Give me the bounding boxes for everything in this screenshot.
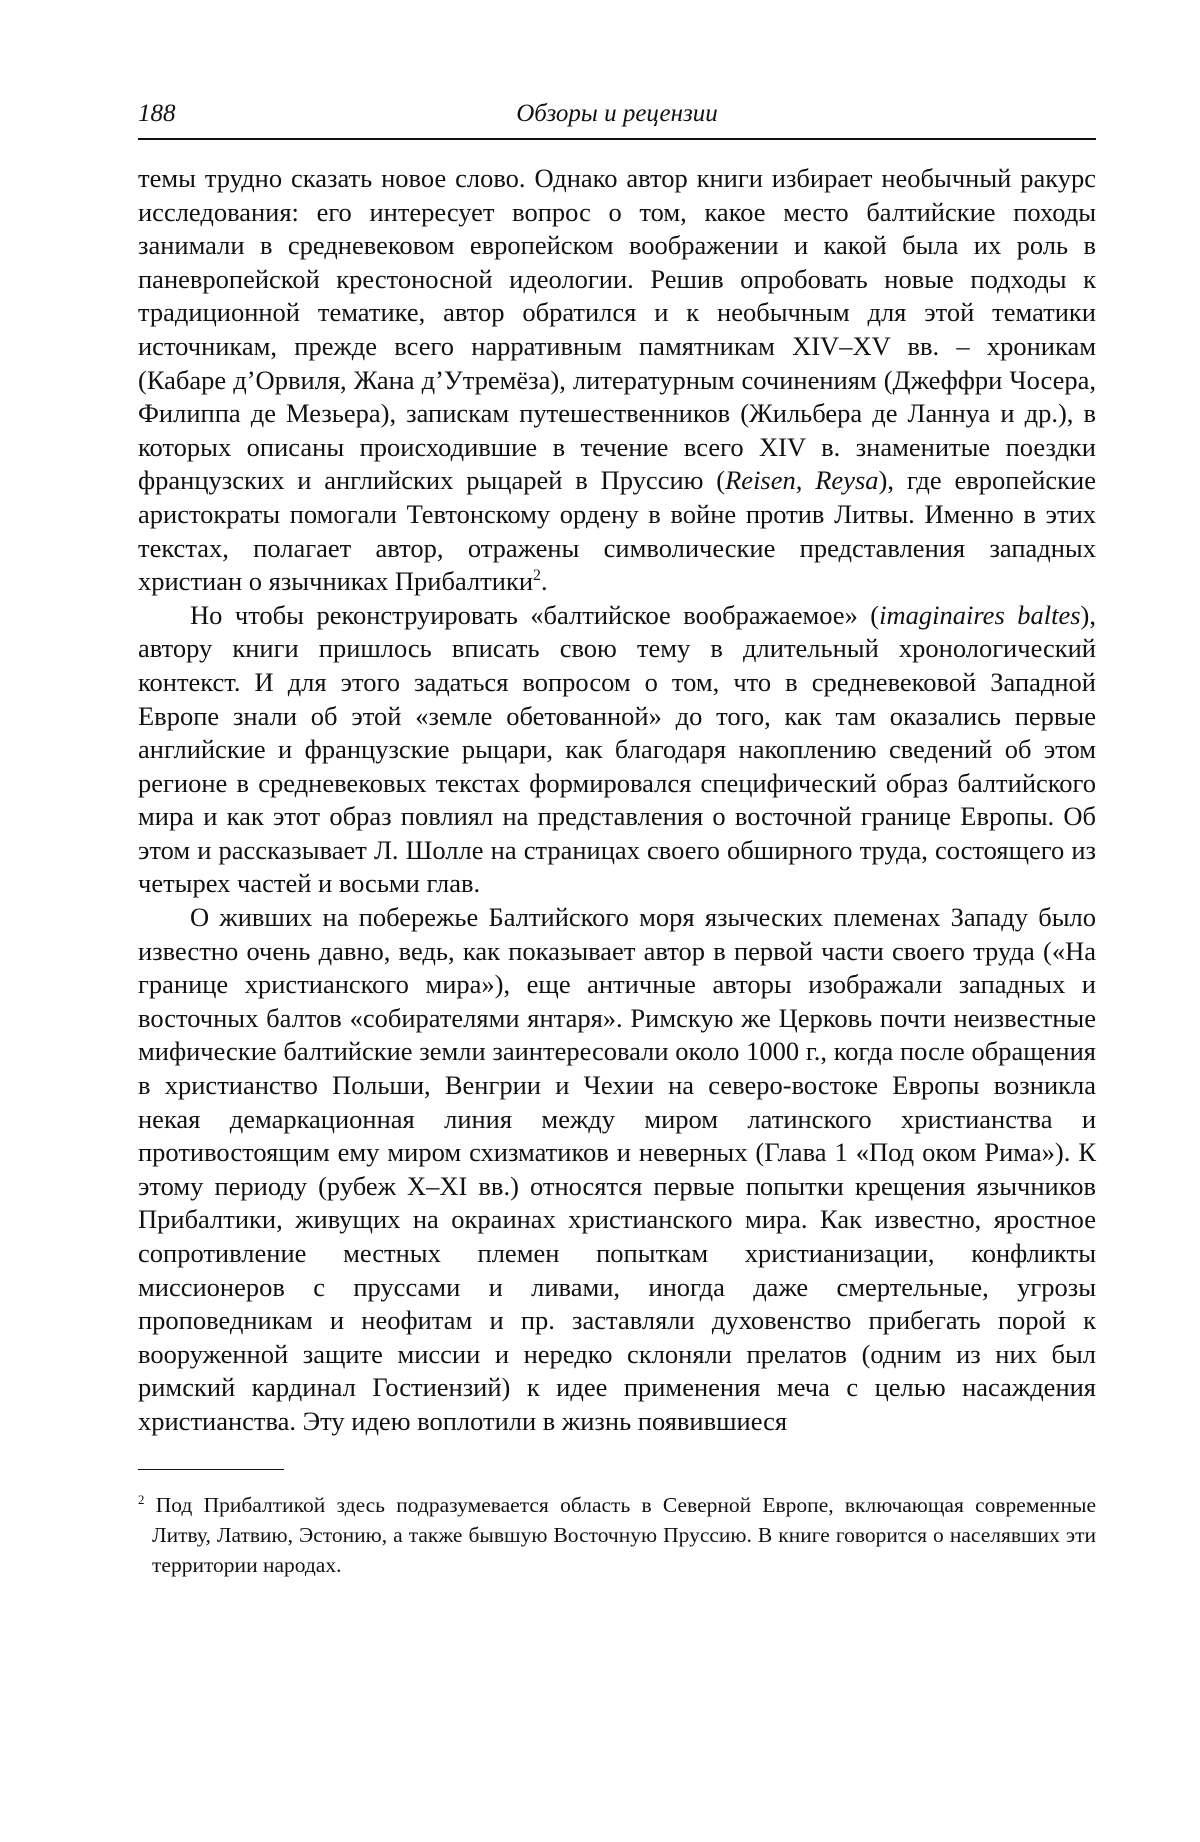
page-number: 188 xyxy=(138,100,176,128)
paragraph-text: О живших на побережье Балтийского моря языческих племенах Западу было известно очень давно, ведь, как показывает автор в первой части своего труда («На границе христианского мира»), еще античные авторы изображали западных и восточных балтов «собирателями янтаря». Римскую же Церковь почти неизвестные мифические балтийские земли заинтересовали около 1000 г., когда после обращения в христианство Польши, Венгрии и Чехии на северо-востоке Европы возникла некая демаркационная линия между миром латинского христианства и противостоящим ему миром схизматиков и неверных (Глава 1 «Под оком Рима»). К этому периоду (рубеж X–XI вв.) относятся первые попытки крещения язычников Прибалтики, живущих на окраинах христианского мира. Как известно, яростное сопротивление местных племен попыткам христианизации, конфликты миссионеров с пруссами и ливами, иногда даже смертельные, угрозы проповедникам и неофитам и пр. заставляли духовенство прибегать порой к вооруженной защите миссии и нередко склоняли прелатов (одним из них был римский кардинал Гостиензий) к идее применения меча с целью насаждения христианства. Эту идею воплотили в жизнь появившиеся xyxy=(138,902,1096,1436)
footnote-separator xyxy=(138,1469,284,1470)
book-page xyxy=(138,96,1096,1580)
paragraph-text: темы трудно сказать новое слово. Однако автор книги избирает необычный ракурс исследования: его интересует вопрос о том, какое место балтийские походы занимали в средневековом европейском воображении и какой была их роль в паневропейской крестоносной идеологии. Решив опробовать новые подходы к традиционной тематике, автор обратился и к необычным для этой тематики источникам, прежде всего нарративным памятникам XIV–XV вв. – хроникам (Кабаре д’Орвиля, Жана д’Утремёза), литературным сочинениям (Джеффри Чосера, Филиппа де Мезьера), запискам путешественников (Жильбера де Ланнуа и др.), в которых описаны происходившие в течение всего XIV в. знаменитые поездки французских и английских рыцарей в Пруссию ( xyxy=(138,163,1096,495)
footnote-marker: 2 xyxy=(138,1492,144,1506)
footnote-text: Под Прибалтикой здесь подразумевается область в Северной Европе, включающая современные Литву, Латвию, Эстонию, а также бывшую Восточную Пруссию. В книге говорится о населявших эти территории народах. xyxy=(144,1493,1096,1577)
paragraph-text: Но чтобы реконструировать «балтийское воображаемое» ( xyxy=(190,600,879,630)
footnote-reference[interactable]: 2 xyxy=(533,567,541,584)
running-header xyxy=(138,96,1096,140)
italic-term: Reisen, Reysa xyxy=(725,465,878,495)
paragraph-3 xyxy=(138,901,1096,1439)
paragraph-text: ), автору книги пришлось вписать свою тему в длительный хронологический контекст. И для этого задаться вопросом о том, что в средневековой Западной Европе знали об этой «земле обетованной» до того, как там оказались первые английские и французские рыцари, как благодаря накоплению сведений об этом регионе в средневековых текстах формировался специфический образ балтийского мира и как этот образ повлиял на представления о восточной границе Европы. Об этом и рассказывает Л. Шолле на страницах своего обширного труда, состоящего из четырех частей и восьми глав. xyxy=(138,600,1096,899)
section-title: Обзоры и рецензии xyxy=(138,100,1096,128)
paragraph-text: ), где европейские аристократы помогали Тевтонскому ордену в войне против Литвы. Именно в этих текстах, полагает автор, отражены символические представления западных христиан о язычниках Прибалтики xyxy=(138,465,1096,596)
italic-term: imaginaires baltes xyxy=(879,600,1080,630)
paragraph-1 xyxy=(138,162,1096,599)
paragraph-2 xyxy=(138,599,1096,901)
paragraph-text: . xyxy=(541,566,548,596)
body-text xyxy=(138,162,1096,1439)
footnote xyxy=(138,1490,1096,1580)
